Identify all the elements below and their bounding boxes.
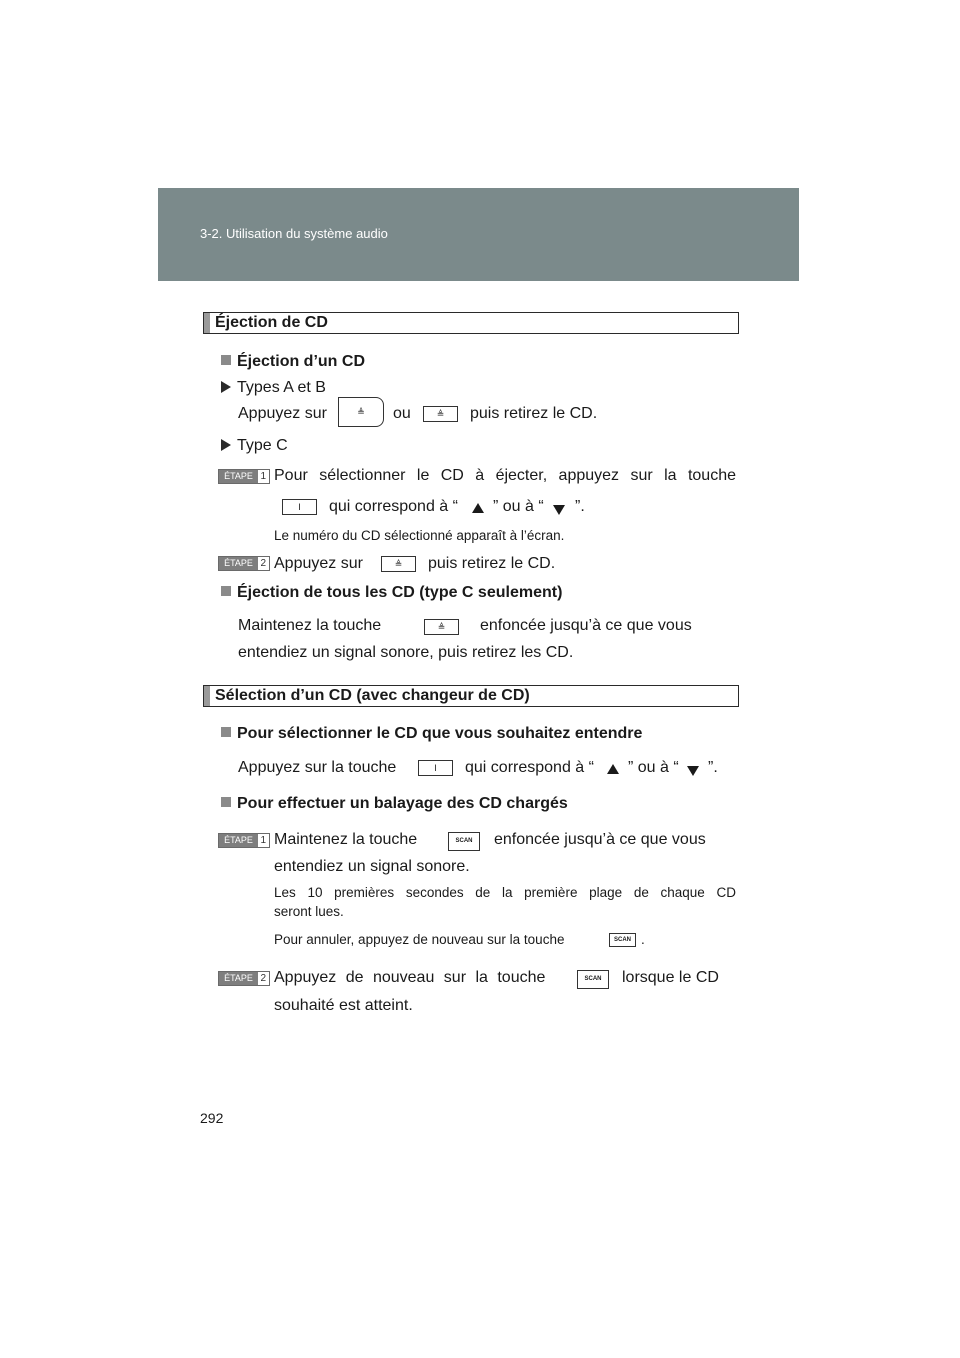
select-b: qui correspond à “	[465, 759, 594, 776]
c-step1-line2a: qui correspond à “	[329, 498, 458, 515]
scan-button-icon: SCAN	[448, 832, 480, 851]
c-step1-line1: Pour sélectionner le CD à éjecter, appuyez sur la touche	[274, 467, 736, 484]
header-band	[158, 188, 799, 281]
section-title-bar-ejection	[203, 312, 739, 334]
square-bullet-icon	[221, 586, 231, 596]
scan-note1-line1: Les 10 premières secondes de la première plage de chaque CD	[274, 885, 736, 900]
step-badge-1: ÉTAPE 1	[218, 833, 270, 848]
step-badge-2: ÉTAPE 2	[218, 971, 270, 986]
select-c: ” ou à “	[628, 759, 679, 776]
arrow-bullet-icon	[221, 439, 231, 451]
disc-button-icon: I	[418, 760, 453, 776]
section-marker	[204, 313, 210, 333]
ab-instruction: Appuyez sur	[238, 405, 327, 422]
c-step2b: puis retirez le CD.	[428, 555, 556, 572]
subheading-scan: Pour effectuer un balayage des CD chargés	[221, 795, 568, 813]
type-c-heading: Type C	[221, 437, 288, 455]
scan-step1-line2: entendiez un signal sonore.	[274, 858, 470, 875]
up-arrow-icon	[472, 503, 484, 513]
subheading-select-cd: Pour sélectionner le CD que vous souhaitez entendre	[221, 725, 642, 743]
arrow-bullet-icon	[221, 381, 231, 393]
scan-step1b: enfoncée jusqu’à ce que vous	[494, 831, 706, 848]
c-note: Le numéro du CD sélectionné apparaît à l’écran.	[274, 528, 565, 543]
down-arrow-icon	[553, 505, 565, 515]
eject-button-icon: ≜	[424, 619, 459, 635]
up-arrow-icon	[607, 764, 619, 774]
eject-button-icon: ≜	[338, 397, 384, 427]
eject-all-line1a: Maintenez la touche	[238, 617, 382, 634]
eject-button-icon: ≜	[423, 406, 458, 422]
scan-button-icon: SCAN	[577, 970, 609, 989]
c-step1-line2c: ”.	[575, 498, 585, 515]
section-title: Sélection d’un CD (avec changeur de CD)	[215, 687, 530, 704]
subheading-eject-all: Éjection de tous les CD (type C seulement)	[221, 584, 562, 602]
subheading-eject-one: Éjection d’un CD	[221, 353, 365, 371]
scan-note1-line2: seront lues.	[274, 904, 344, 919]
square-bullet-icon	[221, 355, 231, 365]
scan-step2a: Appuyez de nouveau sur la touche	[274, 969, 546, 986]
section-title: Éjection de CD	[215, 314, 328, 331]
eject-all-line2: entendiez un signal sonore, puis retirez les CD.	[238, 644, 574, 661]
select-a: Appuyez sur la touche	[238, 759, 397, 776]
square-bullet-icon	[221, 797, 231, 807]
down-arrow-icon	[687, 766, 699, 776]
disc-button-icon: I	[282, 499, 317, 515]
section-title-bar-selection	[203, 685, 739, 707]
c-step2a: Appuyez sur	[274, 555, 363, 572]
step-badge-2: ÉTAPE 2	[218, 556, 270, 571]
ab-or: ou	[393, 405, 411, 422]
breadcrumb: 3-2. Utilisation du système audio	[200, 226, 388, 241]
select-d: ”.	[708, 759, 718, 776]
scan-step1a: Maintenez la touche	[274, 831, 418, 848]
scan-note2: Pour annuler, appuyez de nouveau sur la touche	[274, 932, 565, 947]
c-step1-line2b: ” ou à “	[493, 498, 544, 515]
step-badge-1: ÉTAPE 1	[218, 469, 270, 484]
scan-note2-end: .	[641, 932, 645, 947]
section-marker	[204, 686, 210, 706]
eject-button-icon: ≜	[381, 556, 416, 572]
scan-step2b: lorsque le CD	[622, 969, 719, 986]
types-ab-heading: Types A et B	[221, 379, 326, 397]
scan-step2-line2: souhaité est atteint.	[274, 997, 413, 1014]
page-number: 292	[200, 1110, 224, 1126]
eject-all-line1b: enfoncée jusqu’à ce que vous	[480, 617, 692, 634]
ab-remove: puis retirez le CD.	[470, 405, 598, 422]
square-bullet-icon	[221, 727, 231, 737]
scan-button-icon: SCAN	[609, 933, 636, 947]
